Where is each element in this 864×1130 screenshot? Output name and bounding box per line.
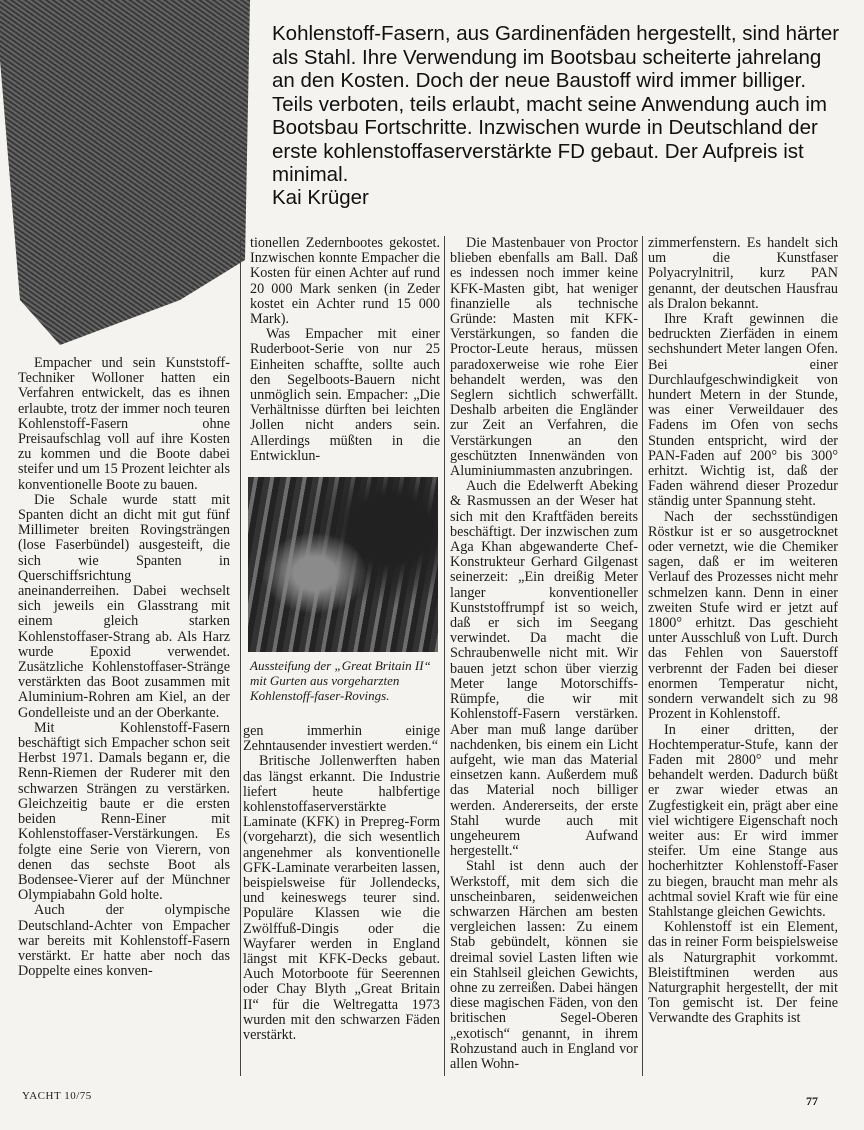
paragraph: Kohlenstoff ist ein Element, das in reiner Form beispielsweise als Naturgraphit vorkommt. Bleistiftminen werden aus Naturgraphit hergestellt, der mit Ton gemischt ist. Der feine Verwandte des Graphits ist: [648, 919, 838, 1027]
paragraph: Die Mastenbauer von Proctor blieben ebenfalls am Ball. Daß es indessen noch immer keine KFK-Masten gibt, hat weniger finanzielle als technische Gründe: Masten mit KFK-Verstärkungen, so fanden die Proctor-Leute heraus, müssen paradoxerweise wie rohe Eier behandelt werden, was den Seglern sichtlich schwerfällt. Deshalb arbeiten die Engländer zur Zeit an Verfahren, die Verstärkungen an den geschützten Innenwänden von Aluminiummasten anzubringen.: [450, 236, 638, 480]
column-divider: [642, 236, 643, 1076]
article-lead: Kohlenstoff-Fasern, aus Gardinenfäden hergestellt, sind härter als Stahl. Ihre Verwendung im Bootsbau scheiterte jahrelang an den Kosten. Doch der neue Baustoff wird immer billiger. Teils verboten, teils erlaubt, macht seine Anwendung auch im Bootsbau Fortschritte. Inzwischen wurde in Deutschland der erste kohlenstoffaserverstärkte FD gebaut. Der Aufpreis ist minimal.: [272, 22, 840, 186]
paragraph: Britische Jollenwerften haben das längst erkannt. Die Industrie liefert heute halbfertige kohlenstoffaserverstärkte Laminate (KFK) in Prepreg-Form (vorgeharzt), die sich wesentlich angenehmer als konventionelle GFK-Laminate verarbeiten lassen, beispielsweise für Jollendecks, und keineswegs teurer sind. Populäre Klassen wie die Zwölffuß-Dingis oder die Wayfarer werden in England längst mit KFK-Decks gebaut. Auch Motorboote für Seerennen oder Chay Blyth „Great Britain II“ für die Weltregatta 1973 wurden mit den schwarzen Fäden verstärkt.: [243, 753, 440, 1044]
magazine-issue: YACHT 10/75: [22, 1090, 92, 1102]
paragraph: tionellen Zedernbootes gekostet. Inzwischen konnte Empacher die Kosten für einen Achter auf rund 20 000 Mark senken (in Zeder kostet ein Achter rund 15 000 Mark).: [250, 236, 440, 328]
paragraph: Nach der sechsstündigen Röstkur ist er so ausgetrocknet oder vernetzt, wie die Chemiker sagen, daß er im weiteren Verlauf des Prozesses nicht mehr schmelzen kann. Denn in einer zweiten Stufe wird er jetzt auf 1800° erhitzt. Das geschieht unter Ausschluß von Luft. Durch das Fehlen von Sauerstoff verbrennt der Faden bei dieser enormen Temperatur nicht, sondern verwandelt sich zu 98 Prozent in Kohlenstoff.: [648, 508, 838, 723]
paragraph: In einer dritten, der Hochtemperatur-Stufe, kann der Faden mit 2800° und mehr behandelt werden. Dadurch büßt er zwar wieder etwas an Zugfestigkeit ein, prägt aber eine viel wichtigere Eigenschaft noch weiter aus: Er wird immer steifer. Um eine Stange aus hocherhitzter Kohlenstoff-Faser zu biegen, braucht man mehr als achtmal soviel Kraft wie für eine Stahlstange gleichen Gewichts.: [648, 721, 838, 920]
paragraph: Auch die Edelwerft Abeking & Rasmussen an der Weser hat sich mit den Kraftfäden bereits beschäftigt. Der inzwischen zum Aga Khan abgewanderte Chef-Konstrukteur Gerhard Gilgenast seinerzeit: „Ein dreißig Meter langer konventioneller Kunststoffrumpf ist so weich, daß er sich im Seegang verwindet. Da macht die Schraubenwelle nicht mit. Wir bauen jetzt schon über vierzig Meter lange Motorschiffs-Rümpfe, die wir mit Kohlenstoff-Fasern verstärken. Aber man muß lange darüber nachdenken, bis einem ein Licht aufgeht, wie man das Material einsetzen kann. Außerdem muß das Material noch billiger werden. Andererseits, der erste Stahl wurde auch mit ungeheurem Aufwand hergestellt.“: [450, 478, 638, 860]
column-3: [450, 236, 638, 1076]
photo-caption: Aussteifung der „Great Britain II“ mit Gurten aus vorgeharzten Kohlenstoff-faser-Rovings.: [250, 658, 431, 703]
paragraph: gen immerhin einige Zehntausender investiert werden.“: [243, 724, 440, 755]
paragraph: Ihre Kraft gewinnen die bedruckten Zierfäden in einem sechshundert Meter langen Ofen. Bei einer Durchlaufgeschwindigkeit von hundert Metern in der Stunde, was einer Verweildauer des Fadens im Ofen von sechs Stunden entspricht, wird der PAN-Faden auf 200° bis 300° erhitzt. Wichtig ist, daß der Faden während dieser Prozedur ständig unter Spannung steht.: [648, 311, 838, 510]
page-number: 77: [806, 1094, 818, 1108]
column-2-top: [250, 236, 440, 481]
column-divider: [240, 236, 241, 1076]
paragraph: Mit Kohlenstoff-Fasern beschäftigt sich Empacher schon seit Herbst 1971. Damals begann er, die Renn-Riemen der Ruderer mit den schwarzen Strängen zu verstärken. Gleichzeitig baute er die ersten beiden Renn-Einer mit Kohlenstoffaser-Verstärkungen. Es folgte eine Serie von Vierern, von denen das sechste Boot als Bodensee-Vierer auf der Münchner Olympiabahn Gold holte.: [18, 719, 230, 904]
carbon-fabric-image: [0, 0, 250, 345]
paragraph: Empacher und sein Kunststoff-Techniker Wolloner hatten ein Verfahren entwickelt, das es ihnen erlaubte, trotz der immer noch teuren Kohlenstoff-Fasern ohne Preisaufschlag voll auf ihre Kosten zu kommen und die Boote dabei steifer und um 15 Prozent leichter als konventionelle Boote zu bauen.: [18, 356, 230, 493]
author-name: Kai Krüger: [272, 186, 369, 209]
paragraph: Die Schale wurde statt mit Spanten dicht an dicht mit gut fünf Millimeter breiten Rovingsträngen (lose Faserbündel) ausgesteift, die sich wie Spanten in Querschiffsrichtung aneinanderreihen. Dabei wechselt sich jeweils ein Glasstrang mit einem gleich starken Kohlenstoffaser-Strang ab. Als Harz wurde Epoxid verwendet. Zusätzliche Kohlenstoffaser-Stränge verstärkten das Boot zusammen mit Aluminium-Rohren am Kiel, an der Gondelleiste und an der Oberkante.: [18, 491, 230, 721]
paragraph: Auch der olympische Deutschland-Achter von Empacher war bereits mit Kohlenstoff-Fasern verstärkt. Er hatte aber noch das Doppelte eines konven-: [18, 902, 230, 980]
column-2-bottom: [243, 724, 440, 1076]
boat-construction-photo: [248, 477, 438, 652]
column-1: [18, 356, 230, 1076]
paragraph: Was Empacher mit einer Ruderboot-Serie von nur 25 Einheiten schaffte, sollte auch den Segelboots-Bauern nicht unmöglich sein. Empacher: „Die Verhältnisse dürften bei leichten Jollen nicht anders sein. Allerdings müßten in die Entwicklun-: [250, 326, 440, 464]
column-divider: [444, 236, 445, 1076]
paragraph: Stahl ist denn auch der Werkstoff, mit dem sich die unscheinbaren, seidenweichen schwarzen Härchen am besten vergleichen lassen: Zu einem Stab gebündelt, können sie dreimal soviel Lasten liften wie ein Stahlseil gleichen Gewichts, ohne zu zerreißen. Dabei hängen diese magischen Fäden, von den britischen Segel-Oberen „exotisch“ genannt, in ihrem Rohzustand auch in England vor allen Wohn-: [450, 858, 638, 1072]
column-4: [648, 236, 838, 1076]
paragraph: zimmerfenstern. Es handelt sich um die Kunstfaser Polyacrylnitril, kurz PAN genannt, der deutschen Hausfrau als Dralon bekannt.: [648, 236, 838, 312]
